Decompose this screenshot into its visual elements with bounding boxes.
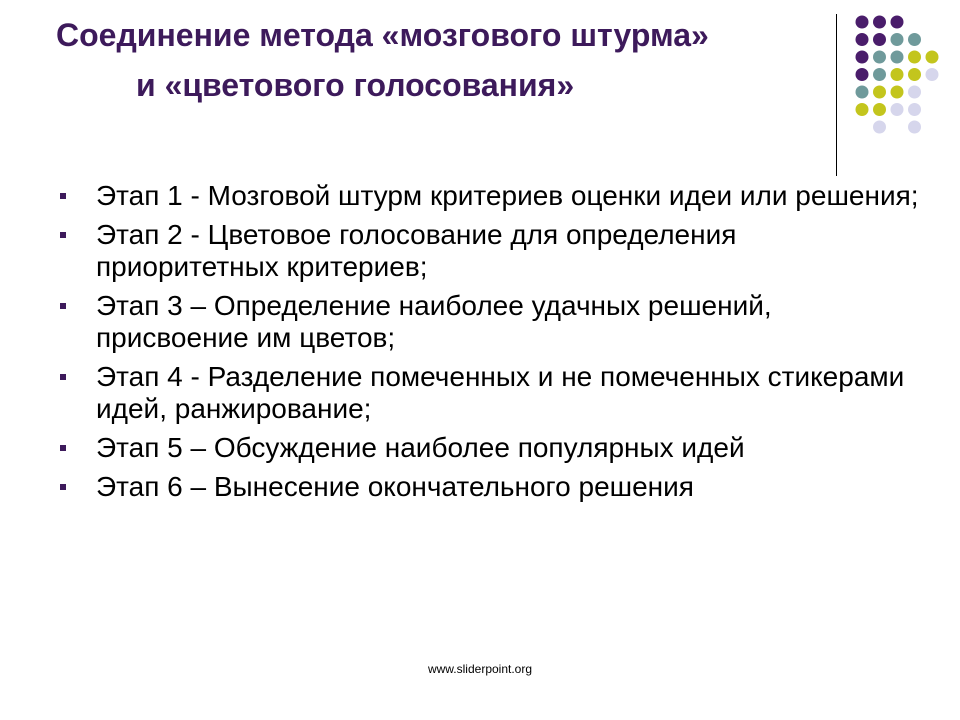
decorative-dot <box>908 121 921 134</box>
slide-title-line-2: и «цветового голосования» <box>136 67 575 103</box>
decorative-dot <box>891 68 904 81</box>
decorative-dot <box>873 121 886 134</box>
decorative-dot <box>908 68 921 81</box>
decorative-dot <box>891 51 904 64</box>
decorative-dot <box>873 103 886 116</box>
decorative-dot <box>873 16 886 29</box>
slide-title <box>56 10 836 110</box>
bullet-square-icon <box>60 484 66 490</box>
decorative-dot <box>873 51 886 64</box>
bullet-item <box>60 219 920 283</box>
decorative-dot <box>856 103 869 116</box>
decorative-dot <box>891 33 904 46</box>
decorative-dot-grid <box>848 10 948 160</box>
bullet-text: Этап 6 – Вынесение окончательного решения <box>96 471 694 502</box>
decorative-dot <box>891 103 904 116</box>
bullet-square-icon <box>60 445 66 451</box>
decorative-dot <box>891 86 904 99</box>
decorative-dot <box>926 51 939 64</box>
bullet-text: Этап 5 – Обсуждение наиболее популярных идей <box>96 432 745 463</box>
bullet-text: Этап 2 - Цветовое голосование для определения приоритетных критериев; <box>96 219 737 282</box>
decorative-dot <box>908 51 921 64</box>
decorative-dot <box>926 68 939 81</box>
decorative-dot <box>908 103 921 116</box>
bullet-text: Этап 3 – Определение наиболее удачных решений, присвоение им цветов; <box>96 290 772 353</box>
decorative-dot <box>908 33 921 46</box>
decorative-dot <box>856 33 869 46</box>
bullet-item <box>60 290 920 354</box>
decorative-dot <box>873 86 886 99</box>
footer-website: www.sliderpoint.org <box>427 662 533 676</box>
bullet-text: Этап 4 - Разделение помеченных и не помеченных стикерами идей, ранжирование; <box>96 361 905 424</box>
bullet-square-icon <box>60 193 66 199</box>
decorative-dot <box>856 16 869 29</box>
bullet-square-icon <box>60 232 66 238</box>
decorative-dot <box>873 68 886 81</box>
bullet-square-icon <box>60 374 66 380</box>
decorative-dot <box>873 33 886 46</box>
bullet-list <box>60 180 920 510</box>
bullet-item <box>60 361 920 425</box>
slide-title-line-1: Соединение метода «мозгового штурма» <box>56 17 709 53</box>
bullet-square-icon <box>60 303 66 309</box>
bullet-text: Этап 1 - Мозговой штурм критериев оценки идеи или решения; <box>96 180 919 211</box>
decorative-dot <box>908 86 921 99</box>
decorative-dot <box>856 68 869 81</box>
decorative-dot <box>856 86 869 99</box>
decorative-dot <box>891 16 904 29</box>
bullet-item <box>60 432 920 464</box>
decorative-dot <box>856 51 869 64</box>
divider-vertical <box>836 14 837 176</box>
bullet-item <box>60 180 920 212</box>
bullet-item <box>60 471 920 503</box>
